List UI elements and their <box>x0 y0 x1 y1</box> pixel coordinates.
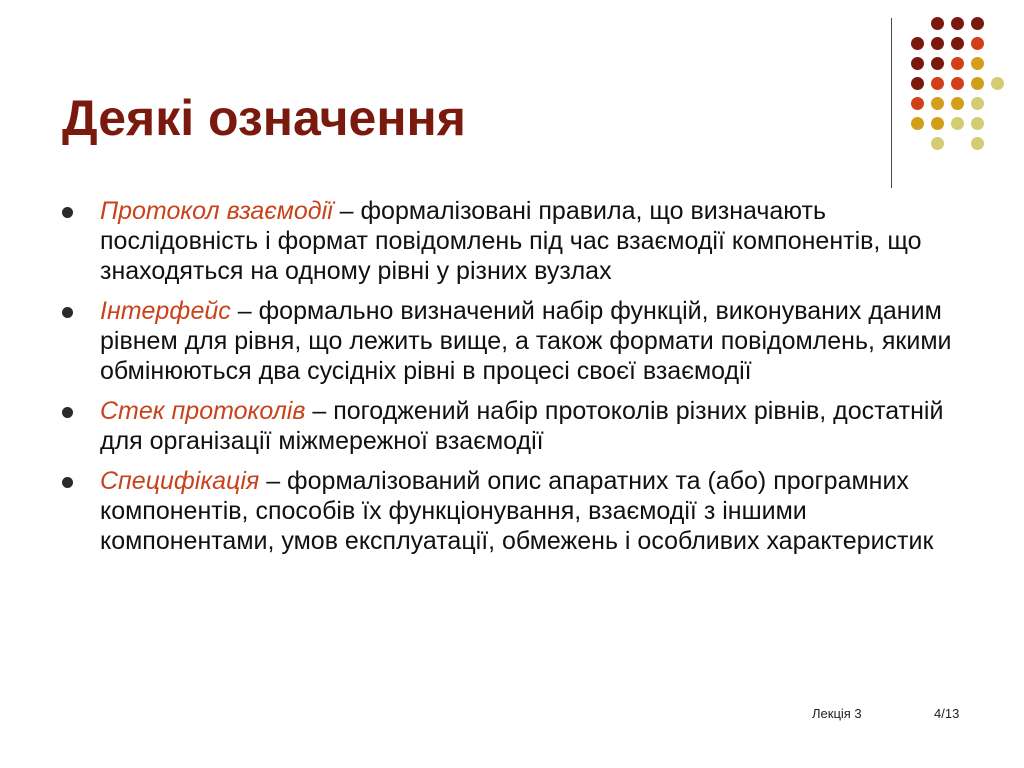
term-text: Протокол взаємодії <box>100 197 333 225</box>
definition-text: – погоджений набір протоколів різних рівнів, достатній для організації міжмережної взаємодії <box>100 397 944 455</box>
decorative-dot <box>971 37 984 50</box>
bullet-icon <box>62 207 73 218</box>
decorative-dot <box>971 17 984 30</box>
bullet-icon <box>62 307 73 318</box>
term-text: Специфікація <box>100 467 260 495</box>
decorative-dot <box>971 137 984 150</box>
definition-text: – формалізований опис апаратних та (або) програмних компонентів, способів їх функціонування, взаємодії з іншими компонентами, умов експлуатації, обмежень і особливих характеристик <box>100 467 934 555</box>
decorative-dot <box>951 37 964 50</box>
decorative-dot <box>931 57 944 70</box>
decorative-dot <box>931 37 944 50</box>
decorative-dot <box>991 77 1004 90</box>
list-item <box>62 196 962 286</box>
term-text: Інтерфейс <box>100 297 231 325</box>
decorative-dot <box>931 117 944 130</box>
decorative-dot <box>931 137 944 150</box>
definition-text: – формально визначений набір функцій, виконуваних даним рівнем для рівня, що лежить вище, а також формати повідомлень, якими обмінюються два сусідніх рівні в процесі своєї взаємодії <box>100 297 952 385</box>
decorative-dot <box>951 117 964 130</box>
definition-list <box>62 196 962 566</box>
decorative-dot <box>911 117 924 130</box>
decorative-dot <box>911 37 924 50</box>
slide-title: Деякі означення <box>62 90 466 146</box>
list-item <box>62 396 962 456</box>
decorative-dot <box>951 77 964 90</box>
list-item <box>62 296 962 386</box>
decorative-dot <box>951 97 964 110</box>
footer-page-number: 4/13 <box>934 706 960 721</box>
decorative-dot <box>971 117 984 130</box>
definition-text: – формалізовані правила, що визначають послідовність і формат повідомлень під час взаємодії компонентів, що знаходяться на одному рівні у різних вузлах <box>100 197 922 285</box>
list-item <box>62 466 962 556</box>
bullet-icon <box>62 407 73 418</box>
decorative-dot <box>971 77 984 90</box>
decorative-dot <box>911 57 924 70</box>
term-text: Стек протоколів <box>100 397 306 425</box>
decorative-dot <box>971 57 984 70</box>
decorative-dot <box>911 97 924 110</box>
decorative-dot <box>931 97 944 110</box>
decorative-dot <box>951 17 964 30</box>
bullet-icon <box>62 477 73 488</box>
decorative-dot <box>911 77 924 90</box>
decorative-dot <box>931 77 944 90</box>
decorative-dot <box>931 17 944 30</box>
decorative-dot <box>951 57 964 70</box>
decorative-dot <box>971 97 984 110</box>
footer-lecture-label: Лекція 3 <box>812 706 862 721</box>
decorative-vertical-line <box>891 18 892 188</box>
